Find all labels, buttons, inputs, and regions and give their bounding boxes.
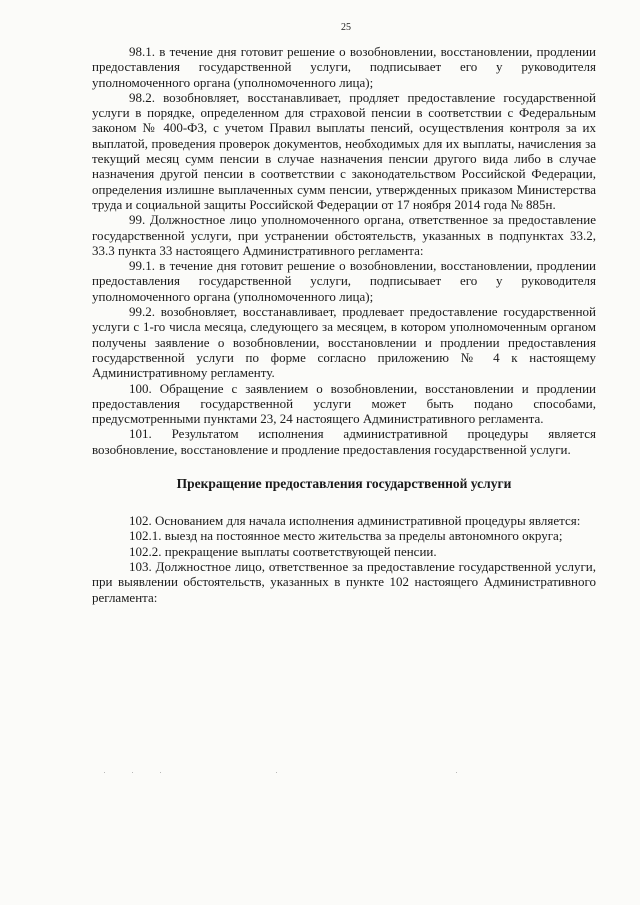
paragraph-99: 99. Должностное лицо уполномоченного органа, ответственное за предоставление государственной услуги, при устранении обстоятельств, указанных в подпунктах 33.2, 33.3 пункта 33 настоящего Административного регламента: [92,212,596,258]
scan-specks [96,768,536,778]
scan-speck [276,772,277,773]
paragraph-99-2: 99.2. возобновляет, восстанавливает, продлевает предоставление государственной услуги с 1-го числа месяца, следующего за месяцем, в котором уполномоченным органом получены заявление о возобновлении, восстановлении и продлении предоставления государственной услуги по форме согласно приложению № 4 к настоящему Административному регламенту. [92,304,596,381]
paragraph-101: 101. Результатом исполнения административной процедуры является возобновление, восстановление и продление предоставления государственной услуги. [92,426,596,457]
page-number: 25 [341,22,351,33]
paragraph-102: 102. Основанием для начала исполнения административной процедуры является: [129,513,581,529]
scan-speck [132,772,133,773]
paragraph-100: 100. Обращение с заявлением о возобновлении, восстановлении и продлении предоставления государственной услуги может быть подано способами, предусмотренными пунктами 23, 24 настоящего Административного регламента. [92,380,596,427]
paragraph-98-1: 98.1. в течение дня готовит решение о возобновлении, восстановлении, продлении предоставления государственной услуги, подписывает его у руководителя уполномоченного органа (уполномоченного лица); [92,44,596,90]
paragraph-99-1: 99.1. в течение дня готовит решение о возобновлении, восстановлении, продлении предоставления государственной услуги, подписывает его у руководителя уполномоченного органа (уполномоченного лица); [92,258,596,304]
paragraph-103: 103. Должностное лицо, ответственное за предоставление государственной услуги, при выявлении обстоятельств, указанных в пункте 102 настоящего Административного регламента: [92,558,596,605]
paragraph-98-2: 98.2. возобновляет, восстанавливает, продляет предоставление государственной услуги в порядке, определенном для страховой пенсии в соответствии с Федеральным законом № 400-ФЗ, с учетом Правил выплаты пенсий, осуществления контроля за их выплатой, проведения проверок документов, необходимых для их выплаты, начисления за текущий месяц сумм пенсии в случае назначения пенсии другого вида либо в случае назначения другой пенсии в соответствии с законодательством Российской Федерации, определения излишне выплаченных сумм пенсии, утвержденных приказом Министерства труда и социальной защиты Российской Федерации от 17 ноября 2014 года № 885н. [92,89,596,212]
paragraph-102-2: 102.2. прекращение выплаты соответствующей пенсии. [129,543,437,559]
scan-speck [456,772,457,773]
paragraph-102-1: 102.1. выезд на постоянное место жительства за пределы автономного округа; [129,528,563,544]
section-title: Прекращение предоставления государственной услуги [176,476,512,492]
scan-speck [160,772,161,773]
scan-speck [104,772,105,773]
